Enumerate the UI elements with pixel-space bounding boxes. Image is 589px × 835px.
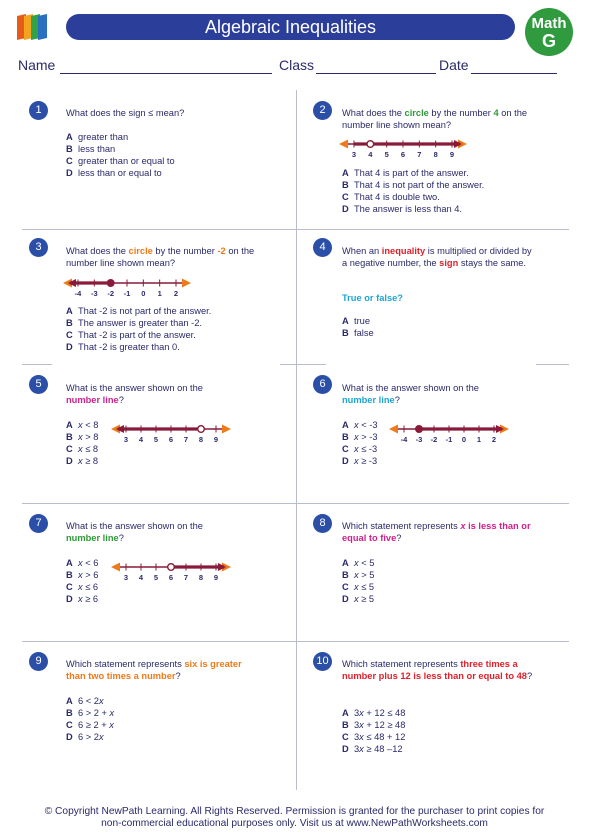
answer-option[interactable]: C greater than or equal to (66, 156, 175, 166)
answer-option[interactable]: A true (342, 316, 371, 326)
row-divider (536, 364, 569, 365)
tick-label: 7 (183, 435, 189, 444)
answer-option[interactable]: D The answer is less than 4. (342, 204, 462, 214)
answer-option[interactable]: D 3x ≥ 48 –12 (342, 744, 403, 754)
answer-option[interactable]: A x < 5 (342, 558, 375, 568)
row-divider (22, 364, 52, 365)
column-divider (296, 90, 297, 790)
answer-options (66, 419, 98, 467)
tick-label: -4 (400, 435, 408, 444)
open-circle (168, 564, 175, 571)
tick-label: -2 (107, 289, 115, 298)
number-line (62, 275, 192, 301)
question-text: Which statement represents six is greater than two times a number? (66, 659, 242, 681)
name-field[interactable] (60, 73, 272, 74)
answer-option[interactable]: A That 4 is part of the answer. (342, 168, 469, 178)
open-circle (198, 426, 205, 433)
tick-label: 4 (138, 573, 144, 582)
class-field[interactable] (316, 73, 436, 74)
right-arrow-icon (182, 279, 191, 288)
tick-label: -3 (90, 289, 98, 298)
answer-option[interactable]: C That 4 is double two. (342, 192, 440, 202)
question-text: Which statement represents three times a number plus 12 is less than or equal to 48? (342, 659, 533, 681)
tick-label: 1 (476, 435, 482, 444)
closed-circle (416, 426, 423, 433)
question-text: When an inequality is multiplied or divided by a negative number, the sign stays the same. (342, 246, 532, 268)
tick-label: 9 (213, 573, 219, 582)
question-number: 9 (29, 652, 48, 671)
question-text: Which statement represents x is less than or equal to five? (342, 521, 531, 543)
answer-options (66, 695, 114, 743)
badge-grade: G (541, 31, 556, 51)
question-text: What does the sign ≤ mean? (66, 108, 185, 118)
tick-label: 7 (183, 573, 189, 582)
tick-label: 1 (157, 289, 162, 298)
left-arrow-icon (339, 140, 348, 149)
tick-label: 9 (449, 150, 455, 159)
question-number: 10 (313, 652, 332, 671)
tick-label: 3 (351, 150, 357, 159)
tick-label: -1 (123, 289, 131, 298)
question-number: 1 (29, 101, 48, 120)
number-line (110, 559, 232, 585)
tick-label: 6 (400, 150, 406, 159)
tick-label: 8 (433, 150, 438, 159)
tick-label: 8 (198, 435, 204, 444)
answer-option[interactable]: A x < 8 (66, 420, 99, 430)
tick-label: 5 (153, 435, 159, 444)
tick-label: 3 (123, 573, 129, 582)
open-circle (367, 141, 374, 148)
answer-option[interactable]: D That -2 is greater than 0. (66, 342, 180, 352)
row-divider (22, 503, 569, 504)
answer-options (342, 707, 405, 755)
answer-option[interactable]: B false (342, 328, 374, 338)
number-line (388, 421, 510, 447)
question-text: What is the answer shown on the number line? (342, 383, 479, 405)
question-number: 7 (29, 514, 48, 533)
tick-label: 9 (213, 435, 219, 444)
tick-label: 5 (384, 150, 389, 159)
answer-option[interactable]: B 3x + 12 ≥ 48 (342, 720, 406, 730)
question-number: 4 (313, 238, 332, 257)
tick-label: 7 (417, 150, 422, 159)
tick-label: -1 (445, 435, 453, 444)
answer-option[interactable]: A x < 6 (66, 558, 99, 568)
answer-option[interactable]: C x ≤ 5 (342, 582, 375, 592)
less-equal-sign: ≤ (148, 108, 154, 118)
question-text: What does the circle by the number 4 on the number line shown mean? (342, 108, 528, 130)
tick-label: 8 (198, 573, 204, 582)
number-line (338, 136, 468, 162)
answer-option[interactable]: B That 4 is not part of the answer. (342, 180, 485, 190)
answer-options (66, 131, 175, 179)
footer-line: non-commercial educational purposes only. Visit us at www.NewPathWorksheets.com (101, 818, 488, 829)
class-label: Class (279, 57, 315, 73)
tick-label: 5 (153, 573, 159, 582)
answer-option[interactable]: A 6 < 2x (66, 696, 104, 706)
row-divider (22, 641, 569, 642)
tick-label: 6 (168, 573, 174, 582)
footer-line: © Copyright NewPath Learning. All Rights Reserved. Permission is granted for the purchaser to print copies for (44, 806, 545, 817)
left-arrow-icon (111, 563, 120, 572)
tick-label: 2 (173, 289, 179, 298)
answer-options (342, 315, 374, 339)
badge-subject: Math (531, 15, 567, 32)
answer-option[interactable]: D less than or equal to (66, 168, 162, 178)
question-text: What is the answer shown on the number line? (66, 521, 203, 543)
answer-option[interactable]: C That -2 is part of the answer. (66, 330, 196, 340)
answer-option[interactable]: A x < -3 (342, 420, 378, 430)
answer-option[interactable]: C x ≤ 8 (66, 444, 99, 454)
answer-option[interactable]: D x ≥ -3 (342, 456, 378, 466)
answer-option[interactable]: D x ≥ 8 (66, 456, 99, 466)
tick-label: 6 (168, 435, 174, 444)
tick-label: 4 (138, 435, 144, 444)
true-false-prompt: True or false? (342, 293, 403, 303)
name-label: Name (18, 57, 56, 73)
question-text: What is the answer shown on the number line? (66, 383, 203, 405)
tick-label: 4 (368, 150, 373, 159)
closed-circle (107, 280, 114, 287)
answer-option[interactable]: D x ≥ 6 (66, 594, 99, 604)
answer-option[interactable]: C x ≤ 6 (66, 582, 99, 592)
answer-option[interactable]: C x ≤ -3 (342, 444, 378, 454)
worksheet-title: Algebraic Inequalities (66, 14, 515, 40)
answer-option[interactable]: D x ≥ 5 (342, 594, 375, 604)
answer-option[interactable]: A That -2 is not part of the answer. (66, 306, 212, 316)
tick-label: 3 (123, 435, 129, 444)
answer-option[interactable]: D 6 > 2x (66, 732, 104, 742)
answer-options (342, 167, 484, 215)
tick-label: -4 (74, 289, 82, 298)
question-number: 5 (29, 375, 48, 394)
tick-label: 0 (141, 289, 146, 298)
newpath-logo-icon (14, 10, 50, 42)
answer-option[interactable]: B x > 6 (66, 570, 99, 580)
question-number: 2 (313, 101, 332, 120)
answer-options (66, 557, 98, 605)
answer-option[interactable]: B 6 > 2 + x (66, 708, 115, 718)
answer-options (342, 419, 378, 467)
tick-label: -3 (415, 435, 423, 444)
tick-label: 0 (461, 435, 467, 444)
date-field[interactable] (471, 73, 557, 74)
answer-options (342, 557, 374, 605)
answer-option[interactable]: B The answer is greater than -2. (66, 318, 203, 328)
answer-option[interactable]: C 3x ≤ 48 + 12 (342, 732, 406, 742)
answer-options (66, 305, 211, 353)
answer-option[interactable]: B x > 8 (66, 432, 99, 442)
tick-label: 2 (491, 435, 497, 444)
row-divider (280, 364, 326, 365)
answer-option[interactable]: B x > 5 (342, 570, 375, 580)
subject-badge (525, 8, 573, 56)
row-divider (22, 229, 569, 230)
copyright-footer (0, 806, 589, 830)
answer-option[interactable]: A greater than (66, 132, 129, 142)
answer-option[interactable]: C 6 ≥ 2 + x (66, 720, 114, 730)
number-line (110, 421, 232, 447)
answer-option[interactable]: A 3x + 12 ≤ 48 (342, 708, 406, 718)
left-arrow-icon (389, 425, 398, 434)
question-number: 3 (29, 238, 48, 257)
question-number: 8 (313, 514, 332, 533)
date-label: Date (439, 57, 469, 73)
answer-option[interactable]: B less than (66, 144, 116, 154)
tick-label: -2 (430, 435, 438, 444)
question-text: What does the circle by the number -2 on the number line shown mean? (66, 246, 255, 268)
right-arrow-icon (222, 425, 231, 434)
question-number: 6 (313, 375, 332, 394)
answer-option[interactable]: B x > -3 (342, 432, 378, 442)
